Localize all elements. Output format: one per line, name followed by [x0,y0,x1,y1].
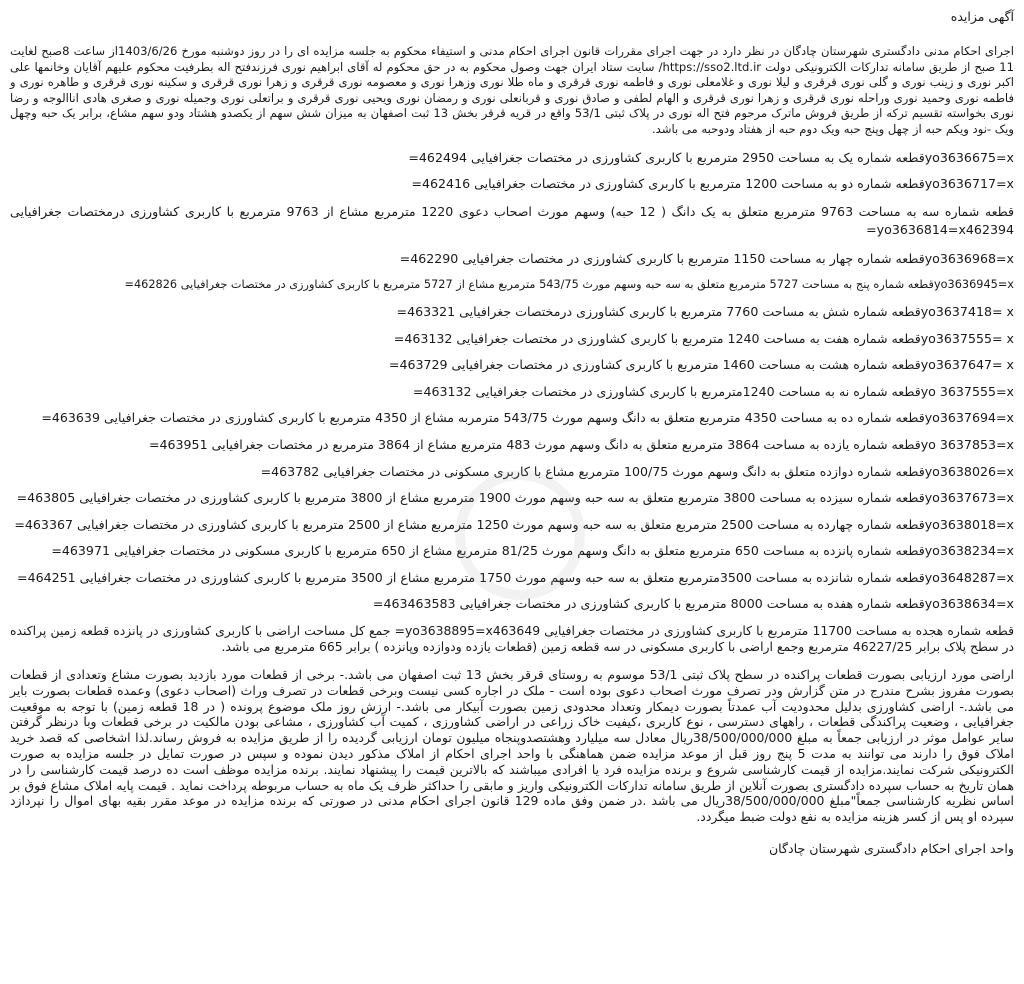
parcel-14: yo3638018=xقطعه شماره چهارده به مساحت 2500 مترمربع متعلق به سه حبه وسهم مورث 1250 مترمربع مشاع از 2500 مترمربع با کاربری کشاورزی در مختصات جغرافیایی 463367= [14,516,1014,532]
parcel-list [10,150,1014,613]
parcel-13: yo3637673=xقطعه شماره سیزده به مساحت 3800 مترمربع متعلق به سه حبه وسهم مورث 1900 مترمربع مشاع از 3800 مترمربع با کاربری کشاورزی در مختصات جغرافیایی 463805= [16,490,1014,506]
parcel-15: yo3638234=xقطعه شماره پانزده به مساحت 650 مترمربع متعلق به دانگ وسهم مورث 81/25 مترمربع مشاع از 650 مترمربع با کاربری مسکونی در مختصات جغرافیایی 463971= [51,543,1014,559]
parcel-17: yo3638634=xقطعه شماره هفده به مساحت 8000 مترمربع با کاربری کشاورزی در مختصات جغرافیایی 463463583= [372,596,1014,612]
issuer-signature: واحد اجرای احکام دادگستری شهرستان چادگان [768,841,1014,857]
notice-title: آگهی مزایده [950,9,1014,24]
appraisal-details-paragraph: اراضی مورد ارزیابی بصورت قطعات پراکنده در سطح پلاک ثبتی 53/1 موسوم به روستای قرقر بخش 13 ثبت اصفهان می باشد.- برخی از قطعات مورد بازدید بصورت مشاع وتعدادی از قطعات بصورت مفروز بشرح مندرج در متن گزارش ودر تصرف مورث اصحاب دعوی بوده است - ملک در اجاره کسی نیست وبرخی قطعات در تصرف وراث (اصحاب دعوی) وعمده قطعات بصورت بایر می باشد.- اراضی کشاورزی بدلیل محدودیت آب عمدتاً بصورت دیمکار وتعداد محدودی زمین بصورت آبیکار می باشد.- ارزش روز ملک موضوع پرونده ( در 18 قطعه زمین) با توجه به موقعیت جغرافیایی ، وضعیت پراکندگی قطعات ، راههای دسترسی ، نوع کاربری ،کیفیت خاک زراعی در اراضی کشاورزی ، کمیت آب کشاورزی ، مشاعی بودن مالکیت در برخی قطعات وبا درنظر گرفتن سایر عوامل موثر در ارزیابی جمعاً به مبلغ 38/500/000/000ریال معادل سه میلیارد وهشتصدوپنجاه میلیون تومان ارزیابی گردیده را از طریق مزایده به فروش رساند.لذا اشخاصی که قصد خرید املاک فوق را دارند می توانند به مدت 5 پنج روز قبل از موعد مزایده ضمن هماهنگی با واحد اجرای احکام از املاک مذکور دیدن نموده و سپس در صورت تمایل در جلسه مزایده به صورت الکترونیکی شرکت نمایند.مزایده از قیمت کارشناسی شروع و برنده مزایده فرد یا افرادی میباشند که بالاترین قیمت را پیشنهاد نمایند. برنده مزایده موظف است ده درصد قیمت کارشناسی را در همان تاریخ به حساب سپرده دادگستری بصورت آنلاین از طریق سامانه تدارکات الکترونیکی واریز و مابقی را حداکثر ظرف یک ماه به حساب مربوطه پرداخت نماید . قیمت پایه املاک مشاع فوق بر اساس نظریه کارشناسی جمعاً"مبلغ 38/500/000/000ریال می باشد .در ضمن وفق ماده 129 قانون اجرای احکام مدنی در صورتی که برنده مزایده در موعد مقرر بقیه بهای اموال را نپردازد سپرده او پس از کسر هزینه مزایده به نفع دولت ضبط میگردد. [10,667,1014,825]
parcel-16: yo3648287=xقطعه شماره شانزده به مساحت 3500مترمربع متعلق به سه حبه وسهم مورث 1750 مترمربع مشاع از 3500 مترمربع با کاربری کشاورزی در مختصات جغرافیایی 464251= [17,569,1014,585]
parcel-6: yo3637418= xقطعه شماره شش به مساحت 7760 مترمربع با کاربری کشاورزی درمختصات جغرافیایی 463321= [396,303,1014,319]
parcel-9: yo 3637555=xقطعه شماره نه به مساحت 1240مترمربع با کاربری کشاورزی در مختصات جغرافیایی 463132= [412,383,1014,399]
parcel-8: yo3637647= xقطعه شماره هشت به مساحت 1460 مترمربع با کاربری کشاورزی در مختصات جغرافیایی 463729= [388,357,1014,373]
area-summary-paragraph: قطعه شماره هجده به مساحت 11700 مترمربع با کاربری کشاورزی در مختصات جغرافیایی yo3638895=x463649= جمع کل مساحت اراضی با کاربری کشاورزی در پانزده قطعه زمین پراکنده در سطح پلاک برابر 46227/25 مترمربع وجمع اراضی با کاربری مسکونی در سه قطعه زمین (قطعات یازده ودوازده وپانزده ) برابر 665 مترمربع می باشد. [10,623,1015,655]
parcel-1: yo3636675=xقطعه شماره یک به مساحت 2950 مترمربع با کاربری کشاورزی در مختصات جغرافیایی 462494= [408,149,1014,165]
parcel-10: yo3637694=xقطعه شماره ده به مساحت 4350 مترمربع متعلق به دانگ وسهم مورث 543/75 مترمربه مشاع از 4350 مترمربع با کاربری کشاورزی در مختصات جغرافیایی 463639= [41,410,1014,426]
parcel-12: yo3638026=xقطعه شماره دوازده متعلق به دانگ وسهم مورث 100/75 مترمربع مشاع با کاربری مسکونی در مختصات جغرافیایی 463782= [260,463,1014,479]
parcel-11: yo 3637853=xقطعه شماره یازده به مساحت 3864 مترمربع متعلق به دانگ وسهم مورث 483 مترمربع مشاع از 3864 مترمربع در مختصات جغرافیایی 463951= [148,436,1014,452]
parcel-7: yo3637555= xقطعه شماره هفت به مساحت 1240 مترمربع با کاربری کشاورزی در مختصات جغرافیایی 463132= [393,330,1014,346]
parcel-4: yo3636968=xقطعه شماره چهار به مساحت 1150 مترمربع با کاربری کشاورزی در مختصات جغرافیایی 462290= [399,250,1014,266]
notice-intro-paragraph: اجرای احکام مدنی دادگستری شهرستان چادگان در نظر دارد در جهت اجرای مقررات قانون اجرای احکام مدنی و استیفاء محکوم به جلسه مزایده ای را در روز دوشنبه مورخ 1403/6/26از ساعت 8صبح لغایت 11 صبح از طریق سامانه تدارکات الکترونیکی دولت https://sso2.ltd.ir/ سایت ستاد ایران جهت وصول محکوم به در حق محکوم له آقای ابراهیم نوری فرزندفتح اله بطرفیت محکوم علیهم آقایان وخانمها علی اکبر نوری و زینب نوری و گلی نوری قرقری و لیلا نوری و غلامعلی نوری و فاطمه نوری قرقری و ماه طلا نوری وزهرا نوری و معصومه نوری قرقری و زهرا نوری قرقری و سکینه نوری قرقری و طاهره نوری و فاطمه نوری وحمید نوری وراحله نوری قرقری و زهرا نوری قرقری و الهام لطفی و صادق نوری و قربانعلی نوری و رمضان نوری ویحیی نوری قرقری و براتعلی نوری وجمیله نوری و صغری هادی اناالوجه و رضا نوری بخواسته تقسیم ترکه از طریق فروش ماترک مرحوم فتح اله نوری در پلاک ثبتی 53/1 واقع در قریه قرقر بخش 13 ثبت اصفهان به میزان شش سهم از یکصدو هشتاد ودو سهم مشاع، برابر یک حبه وچهل ویک -نود ویکم حبه از چهل وپنج حبه ویک دوم حبه از هفتاد ودوحبه می باشد. [10,44,1015,136]
parcel-5: yo3636945=xقطعه شماره پنج به مساحت 5727 مترمربع متعلق به سه حبه وسهم مورث 543/75 مترمربع مشاع از 5727 مترمربع با کاربری کشاورزی در مختصات جغرافیایی 462826= [124,278,1014,292]
parcel-3: قطعه شماره سه به مساحت 9763 مترمربع متعلق به یک دانگ ( 12 حبه) وسهم مورث اصحاب دعوی 1220 مترمربع مشاع از 9763 مترمربع با کاربری کشاورزی درمختصات جغرافیایی yo3636814=x462394= [10,203,1015,237]
parcel-2: yo3636717=xقطعه شماره دو به مساحت 1200 مترمربع با کاربری کشاورزی در مختصات جغرافیایی 462416= [411,176,1014,192]
